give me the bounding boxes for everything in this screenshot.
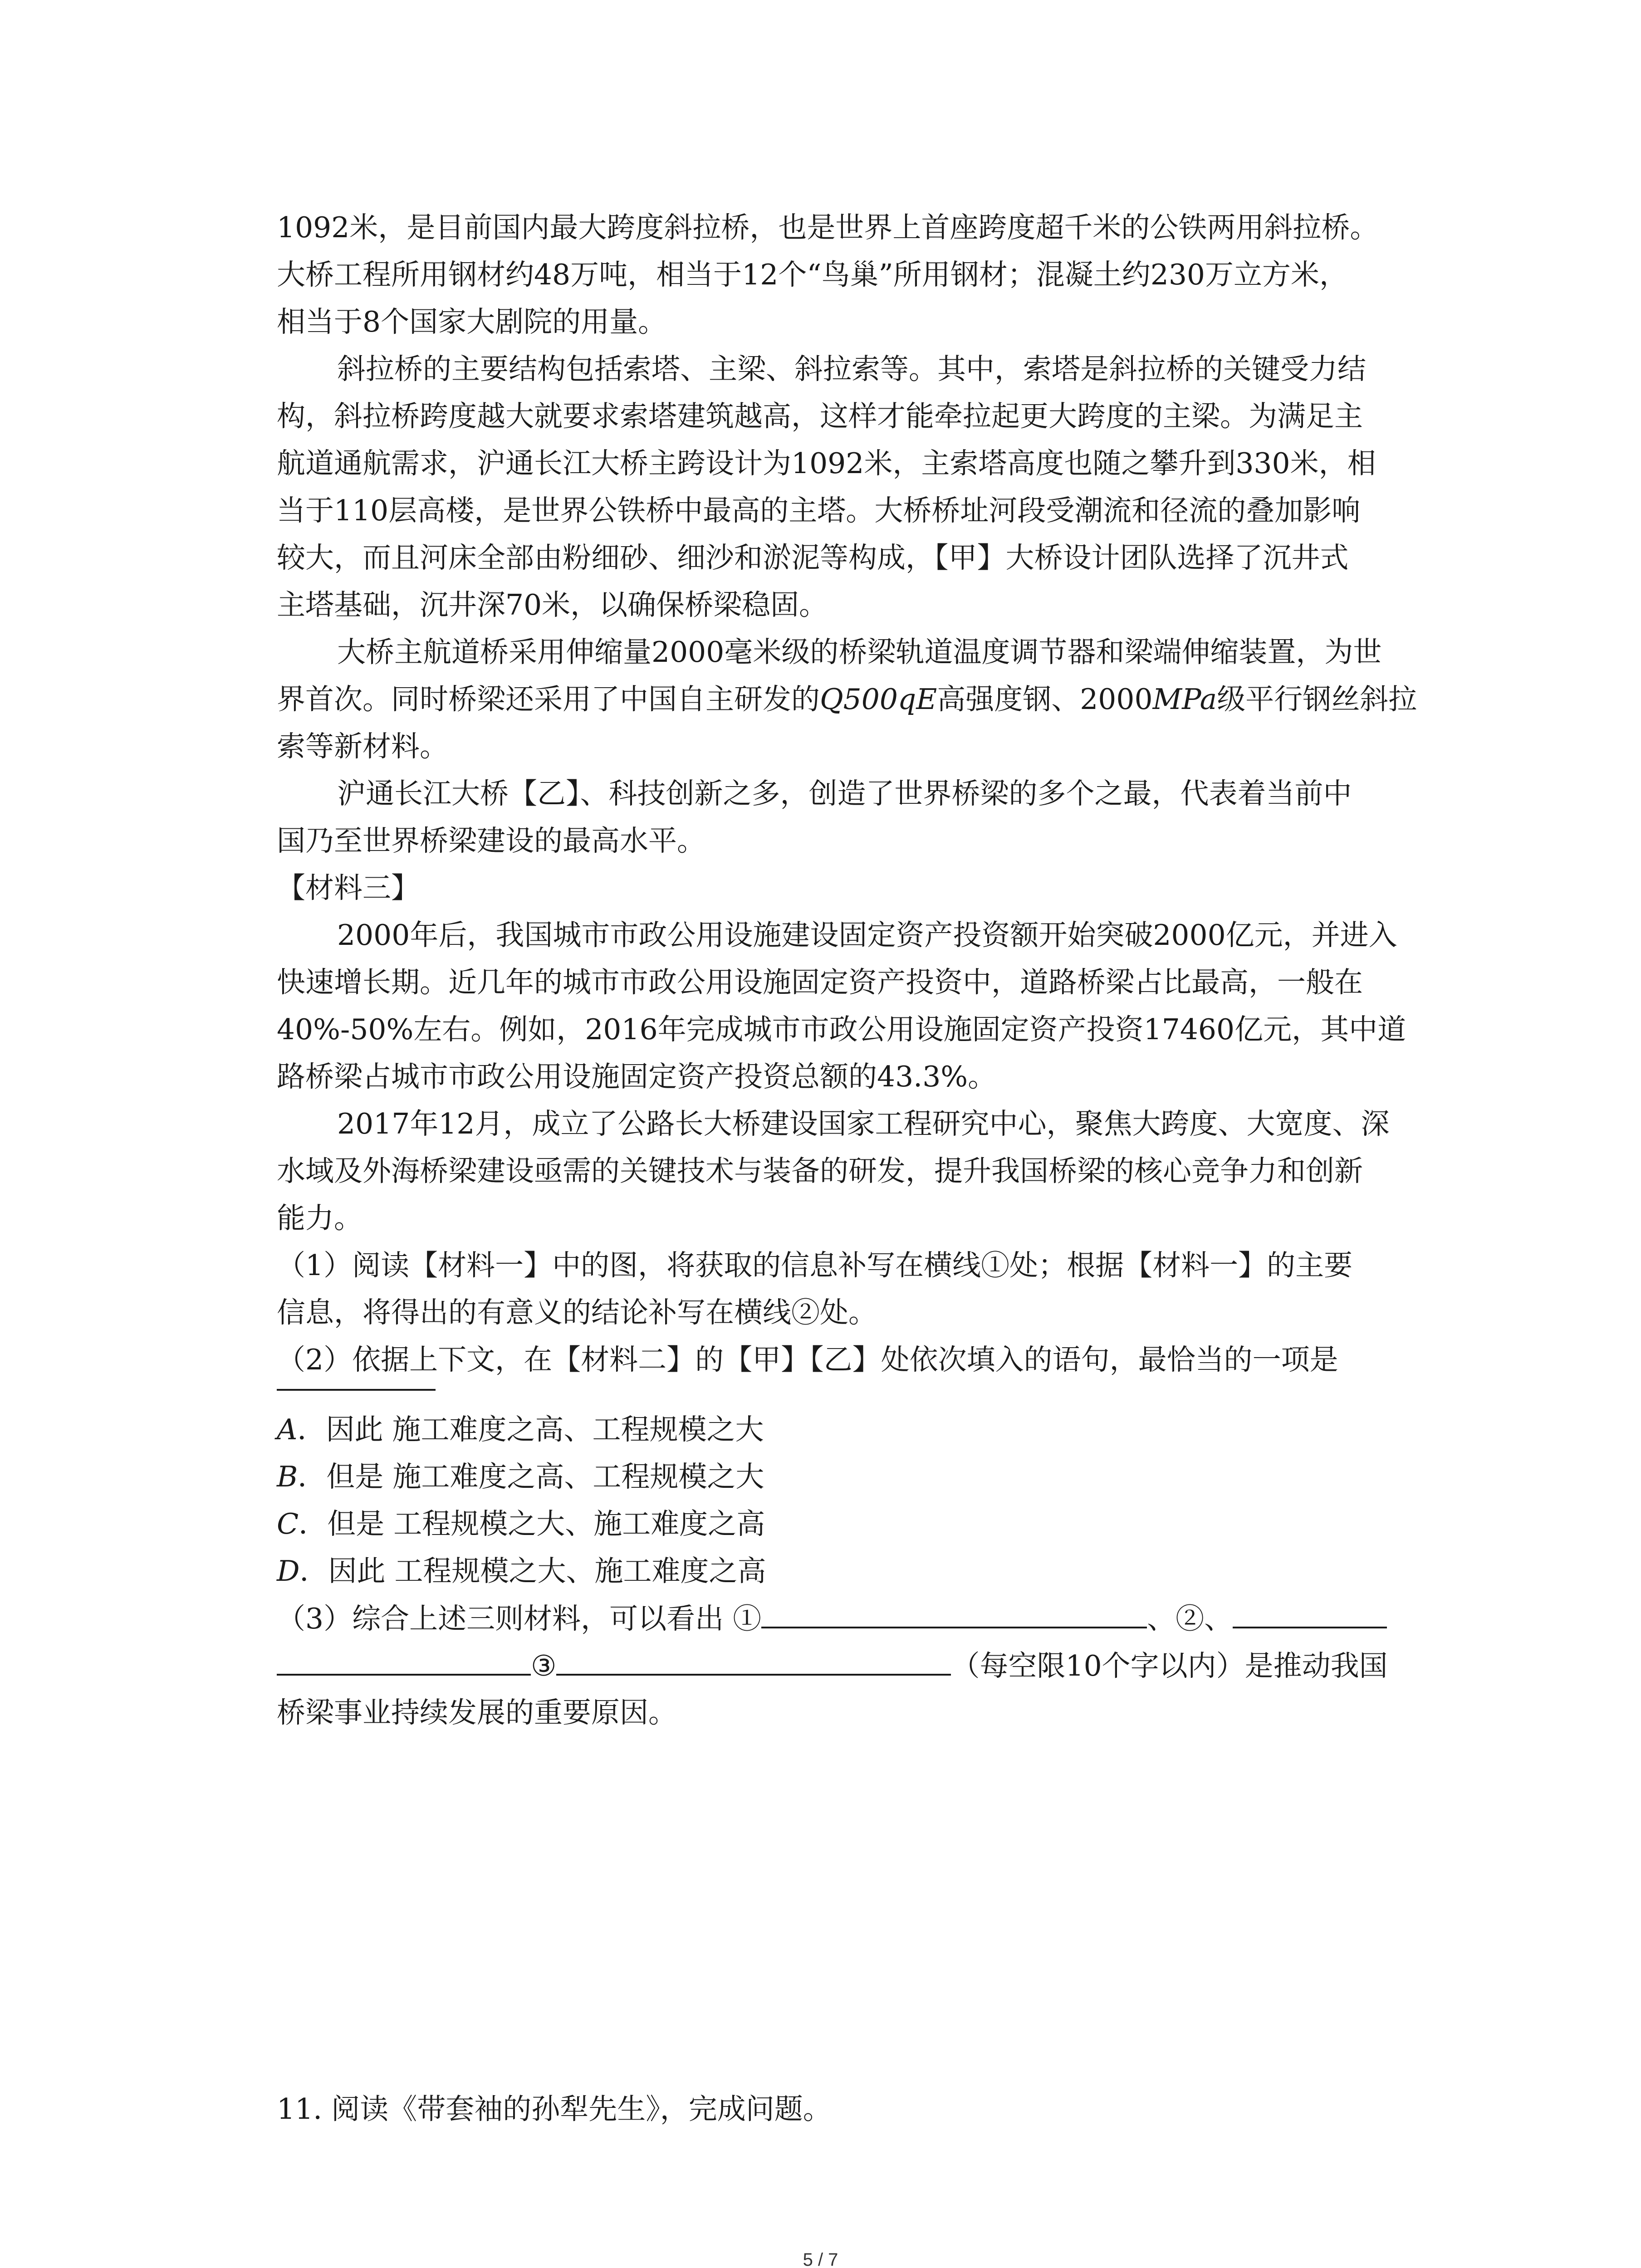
q3-text: （3）综合上述三则材料，可以看出 ① xyxy=(277,1602,762,1635)
text-line: 能力。 xyxy=(277,1202,362,1235)
option-c[interactable] xyxy=(277,1506,765,1542)
text-line: 大桥主航道桥采用伸缩量2000毫米级的桥梁轨道温度调节器和梁端伸缩装置，为世 xyxy=(337,635,1382,669)
option-b[interactable] xyxy=(277,1459,764,1495)
text-line: 航道通航需求，沪通长江大桥主跨设计为1092米，主索塔高度也随之攀升到330米，相 xyxy=(277,447,1376,480)
section-heading-material-3: 【材料三】 xyxy=(277,871,420,904)
option-text: ．因此 工程规模之大、施工难度之高 xyxy=(299,1554,766,1588)
option-text: ．因此 施工难度之高、工程规模之大 xyxy=(297,1413,764,1446)
option-a[interactable] xyxy=(277,1412,764,1448)
steel-grade: Q500qE xyxy=(820,683,937,716)
answer-blank-q2[interactable] xyxy=(277,1363,436,1399)
text-line: 1092米，是目前国内最大跨度斜拉桥，也是世界上首座跨度超千米的公铁两用斜拉桥。 xyxy=(277,211,1379,244)
question-11: 11. 阅读《带套袖的孙犁先生》，完成问题。 xyxy=(277,2092,832,2126)
text-line: 当于110层高楼，是世界公铁桥中最高的主塔。大桥桥址河段受潮流和径流的叠加影响 xyxy=(277,494,1361,527)
answer-blank-2b[interactable] xyxy=(277,1647,531,1676)
option-d[interactable] xyxy=(277,1553,766,1589)
option-letter: A xyxy=(277,1413,298,1446)
option-text: ．但是 施工难度之高、工程规模之大 xyxy=(298,1460,764,1493)
option-text: ．但是 工程规模之大、施工难度之高 xyxy=(299,1507,765,1540)
text-line: 快速增长期。近几年的城市市政公用设施固定资产投资中，道路桥梁占比最高，一般在 xyxy=(277,966,1363,999)
answer-blank-2a[interactable] xyxy=(1233,1600,1387,1628)
option-letter: D xyxy=(277,1554,300,1588)
pressure-unit: MPa xyxy=(1152,683,1217,716)
text-line: 相当于8个国家大剧院的用量。 xyxy=(277,305,667,338)
q3-text: ③ xyxy=(531,1649,557,1682)
text-line: 主塔基础，沉井深70米，以确保桥梁稳固。 xyxy=(277,588,828,621)
text-line: 路桥梁占城市市政公用设施固定资产投资总额的43.3%。 xyxy=(277,1060,997,1093)
question-3 xyxy=(277,1600,1387,1637)
page-number: 5 / 7 xyxy=(803,2250,838,2268)
question-3-end: 桥梁事业持续发展的重要原因。 xyxy=(277,1696,677,1729)
question-1-cont: 信息，将得出的有意义的结论补写在横线②处。 xyxy=(277,1296,877,1329)
text-line: 索等新材料。 xyxy=(277,730,448,763)
option-letter: C xyxy=(277,1507,299,1540)
text-line xyxy=(277,681,1417,718)
text-line: 40%-50%左右。例如，2016年完成城市市政公用设施固定资产投资17460亿元，其中道 xyxy=(277,1013,1406,1046)
text-span: 界首次。同时桥梁还采用了中国自主研发的 xyxy=(277,683,820,716)
text-line: 斜拉桥的主要结构包括索塔、主梁、斜拉索等。其中，索塔是斜拉桥的关键受力结 xyxy=(337,352,1366,386)
text-span: 高强度钢、2000 xyxy=(937,683,1153,716)
text-line: 沪通长江大桥【乙】、科技创新之多，创造了世界桥梁的多个之最，代表着当前中 xyxy=(337,777,1352,810)
answer-blank-3[interactable] xyxy=(556,1647,951,1676)
text-line: 较大，而且河床全部由粉细砂、细沙和淤泥等构成，【甲】大桥设计团队选择了沉井式 xyxy=(277,541,1349,574)
text-line: 国乃至世界桥梁建设的最高水平。 xyxy=(277,824,705,857)
question-3-cont xyxy=(277,1647,1388,1684)
text-line: 2000年后，我国城市市政公用设施建设固定资产投资额开始突破2000亿元，并进入 xyxy=(337,919,1397,952)
q3-text: 、②、 xyxy=(1147,1602,1233,1635)
question-2: （2）依据上下文，在【材料二】的【甲】【乙】处依次填入的语句，最恰当的一项是 xyxy=(277,1343,1338,1376)
question-1: （1）阅读【材料一】中的图，将获取的信息补写在横线①处；根据【材料一】的主要 xyxy=(277,1249,1353,1282)
q3-text: （每空限10个字以内）是推动我国 xyxy=(951,1649,1388,1682)
option-letter: B xyxy=(277,1460,298,1493)
text-span: 级平行钢丝斜拉 xyxy=(1217,683,1417,716)
text-line: 大桥工程所用钢材约48万吨，相当于12个“鸟巢”所用钢材；混凝土约230万立方米， xyxy=(277,258,1348,291)
answer-blank-1[interactable] xyxy=(761,1600,1147,1628)
text-line: 水域及外海桥梁建设亟需的关键技术与装备的研发，提升我国桥梁的核心竞争力和创新 xyxy=(277,1154,1363,1188)
text-line: 2017年12月，成立了公路长大桥建设国家工程研究中心，聚焦大跨度、大宽度、深 xyxy=(337,1107,1390,1140)
text-line: 构，斜拉桥跨度越大就要求索塔建筑越高，这样才能牵拉起更大跨度的主梁。为满足主 xyxy=(277,400,1363,433)
